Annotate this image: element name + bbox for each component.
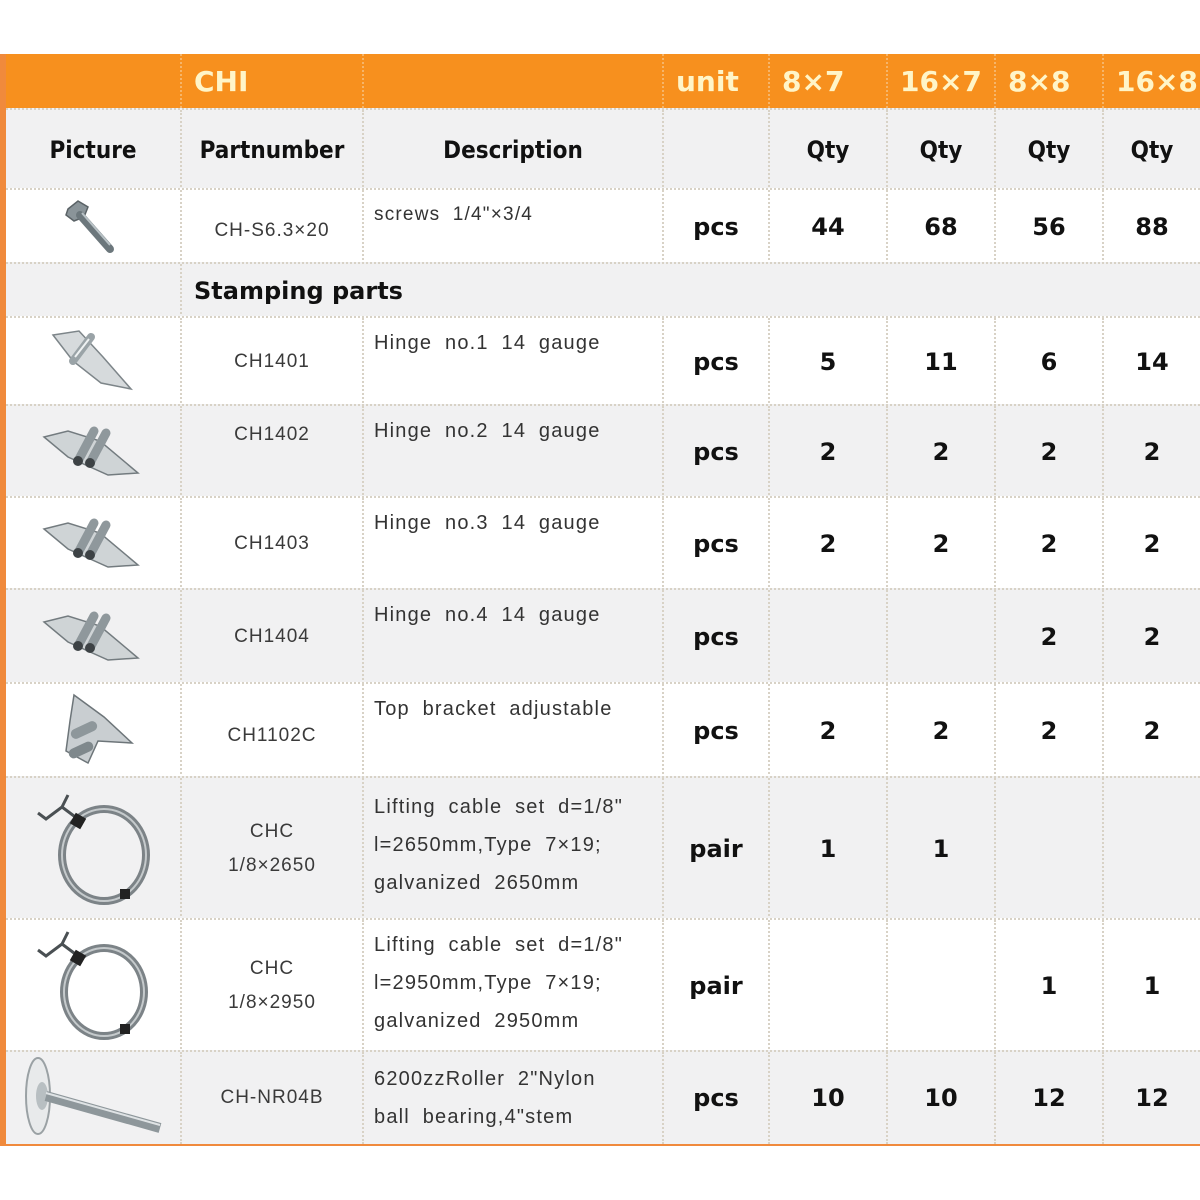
qty-cell-8x7: 1 bbox=[770, 778, 888, 920]
picture-cell bbox=[6, 1052, 182, 1144]
brand-header-desc-blank bbox=[364, 54, 664, 108]
picture-cell bbox=[6, 684, 182, 778]
partnumber-cell: CH1403 bbox=[182, 498, 364, 590]
column-header-picture: Picture bbox=[6, 110, 182, 190]
size-label: 8×8 bbox=[1008, 64, 1071, 98]
qty-cell-16x7: 10 bbox=[888, 1052, 996, 1144]
picture-cell bbox=[6, 590, 182, 684]
size-label: 16×7 bbox=[900, 64, 982, 98]
column-header-qty: Qty bbox=[1130, 136, 1174, 164]
unit-cell: pcs bbox=[664, 190, 770, 264]
qty-cell-8x8: 12 bbox=[996, 1052, 1104, 1144]
partnumber-cell: CH1102C bbox=[182, 684, 364, 778]
unit-cell: pcs bbox=[664, 1052, 770, 1144]
description-cell: Lifting cable set d=1/8" l=2650mm,Type 7×19; galvanized 2650mm bbox=[364, 778, 664, 920]
qty-cell-8x7: 5 bbox=[770, 318, 888, 406]
qty-cell-8x8: 56 bbox=[996, 190, 1104, 264]
nylon-roller-icon bbox=[18, 1056, 168, 1140]
description-cell: Hinge no.4 14 gauge bbox=[364, 590, 664, 684]
qty-cell-16x8: 2 bbox=[1143, 717, 1161, 745]
table-row bbox=[6, 316, 1200, 406]
qty-cell-8x7 bbox=[770, 920, 888, 1052]
description-cell: Lifting cable set d=1/8" l=2950mm,Type 7×19; galvanized 2950mm bbox=[364, 920, 664, 1052]
picture-cell bbox=[6, 778, 182, 920]
lifting-cable-icon bbox=[28, 789, 158, 909]
qty-cell-16x8: 2 bbox=[1143, 530, 1161, 558]
qty-cell-8x7: 2 bbox=[770, 684, 888, 778]
column-header-partnumber: Partnumber bbox=[182, 110, 364, 190]
qty-cell-8x7 bbox=[770, 590, 888, 684]
brand-label: CHI bbox=[194, 64, 249, 98]
size-header-16x7 bbox=[888, 54, 996, 108]
qty-cell-8x8: 6 bbox=[996, 318, 1104, 406]
description-cell: 6200zzRoller 2"Nylon ball bearing,4"stem bbox=[364, 1052, 664, 1144]
unit-cell: pair bbox=[664, 778, 770, 920]
section-row bbox=[6, 262, 1200, 318]
section-blank bbox=[6, 264, 182, 318]
qty-cell-8x7: 10 bbox=[770, 1052, 888, 1144]
size-label: 8×7 bbox=[782, 64, 845, 98]
screw-icon bbox=[58, 197, 128, 257]
table-row bbox=[6, 1050, 1200, 1144]
table-row bbox=[6, 188, 1200, 264]
qty-cell-16x7: 2 bbox=[888, 684, 996, 778]
qty-cell-16x8: 1 bbox=[1143, 972, 1161, 1000]
qty-cell-8x7: 44 bbox=[770, 190, 888, 264]
table-row bbox=[6, 682, 1200, 778]
qty-cell-16x7: 11 bbox=[888, 318, 996, 406]
brand-header-blank bbox=[6, 54, 182, 108]
partnumber: CH-S6.3×20 bbox=[214, 220, 330, 241]
brand-header-unit bbox=[664, 54, 770, 108]
table-row bbox=[6, 496, 1200, 590]
column-header-description: Description bbox=[364, 110, 664, 190]
qty-cell-8x8: 2 bbox=[996, 590, 1104, 684]
qty-cell-16x8 bbox=[1104, 778, 1200, 920]
description-cell bbox=[364, 190, 664, 264]
picture-cell bbox=[6, 190, 182, 264]
partnumber-cell: CH-NR04B bbox=[182, 1052, 364, 1144]
description: screws 1/4"×3/4 bbox=[374, 204, 534, 225]
qty-cell-8x8: 2 bbox=[996, 406, 1104, 498]
qty-cell-8x8 bbox=[996, 778, 1104, 920]
column-header-row bbox=[6, 108, 1200, 190]
hinge-no1-icon bbox=[43, 327, 143, 397]
picture-cell bbox=[6, 406, 182, 498]
qty-cell-16x7: 2 bbox=[888, 406, 996, 498]
table-row bbox=[6, 588, 1200, 684]
column-header-qty: Qty bbox=[888, 110, 996, 190]
qty-cell-8x8: 2 bbox=[996, 498, 1104, 590]
partnumber-cell: CH1401 bbox=[182, 318, 364, 406]
column-header-qty: Qty bbox=[996, 110, 1104, 190]
qty-cell-16x7 bbox=[888, 920, 996, 1052]
table-row bbox=[6, 776, 1200, 920]
lifting-cable-icon bbox=[28, 926, 158, 1046]
unit-cell: pcs bbox=[664, 498, 770, 590]
unit-cell: pcs bbox=[664, 318, 770, 406]
brand-header-row bbox=[6, 54, 1200, 108]
qty-cell-16x8: 12 bbox=[1135, 1084, 1169, 1112]
size-header-8x7 bbox=[770, 54, 888, 108]
parts-table bbox=[0, 54, 1200, 1146]
description-cell: Hinge no.1 14 gauge bbox=[364, 318, 664, 406]
description-cell: Hinge no.3 14 gauge bbox=[364, 498, 664, 590]
unit-cell: pcs bbox=[664, 406, 770, 498]
partnumber-cell: CH1402 bbox=[182, 406, 364, 498]
picture-cell bbox=[6, 920, 182, 1052]
qty-cell-16x7: 1 bbox=[888, 778, 996, 920]
unit-cell: pcs bbox=[664, 590, 770, 684]
unit-label: unit bbox=[676, 64, 739, 98]
qty-cell-16x7 bbox=[888, 590, 996, 684]
unit-cell: pair bbox=[664, 920, 770, 1052]
table-row bbox=[6, 918, 1200, 1052]
description-cell: Hinge no.2 14 gauge bbox=[364, 406, 664, 498]
qty-cell-16x7: 2 bbox=[888, 498, 996, 590]
qty-cell-16x8: 88 bbox=[1135, 213, 1169, 241]
picture-cell bbox=[6, 318, 182, 406]
table-row bbox=[6, 404, 1200, 498]
hinge-no3-icon bbox=[38, 509, 148, 579]
unit-cell: pcs bbox=[664, 684, 770, 778]
size-label: 16×8 bbox=[1116, 64, 1198, 98]
partnumber-cell bbox=[182, 190, 364, 264]
section-label-cell bbox=[182, 264, 1194, 318]
partnumber-cell: CHC 1/8×2650 bbox=[182, 778, 364, 920]
hinge-no2-icon bbox=[38, 417, 148, 487]
qty-cell-16x7: 68 bbox=[888, 190, 996, 264]
description-cell: Top bracket adjustable bbox=[364, 684, 664, 778]
hinge-no4-icon bbox=[38, 602, 148, 672]
top-bracket-icon bbox=[48, 691, 138, 771]
qty-cell-8x7: 2 bbox=[770, 498, 888, 590]
partnumber-cell: CHC 1/8×2950 bbox=[182, 920, 364, 1052]
column-header-unit bbox=[664, 110, 770, 190]
size-header-16x8 bbox=[1104, 54, 1200, 108]
brand-header-brand bbox=[182, 54, 364, 108]
qty-cell-16x8: 14 bbox=[1135, 348, 1169, 376]
qty-cell-16x8: 2 bbox=[1143, 438, 1161, 466]
qty-cell-8x8: 1 bbox=[996, 920, 1104, 1052]
qty-cell-8x7: 2 bbox=[770, 406, 888, 498]
partnumber-cell: CH1404 bbox=[182, 590, 364, 684]
qty-cell-16x8: 2 bbox=[1143, 623, 1161, 651]
qty-cell-8x8: 2 bbox=[996, 684, 1104, 778]
section-label: Stamping parts bbox=[194, 277, 403, 305]
picture-cell bbox=[6, 498, 182, 590]
size-header-8x8 bbox=[996, 54, 1104, 108]
column-header-qty: Qty bbox=[770, 110, 888, 190]
